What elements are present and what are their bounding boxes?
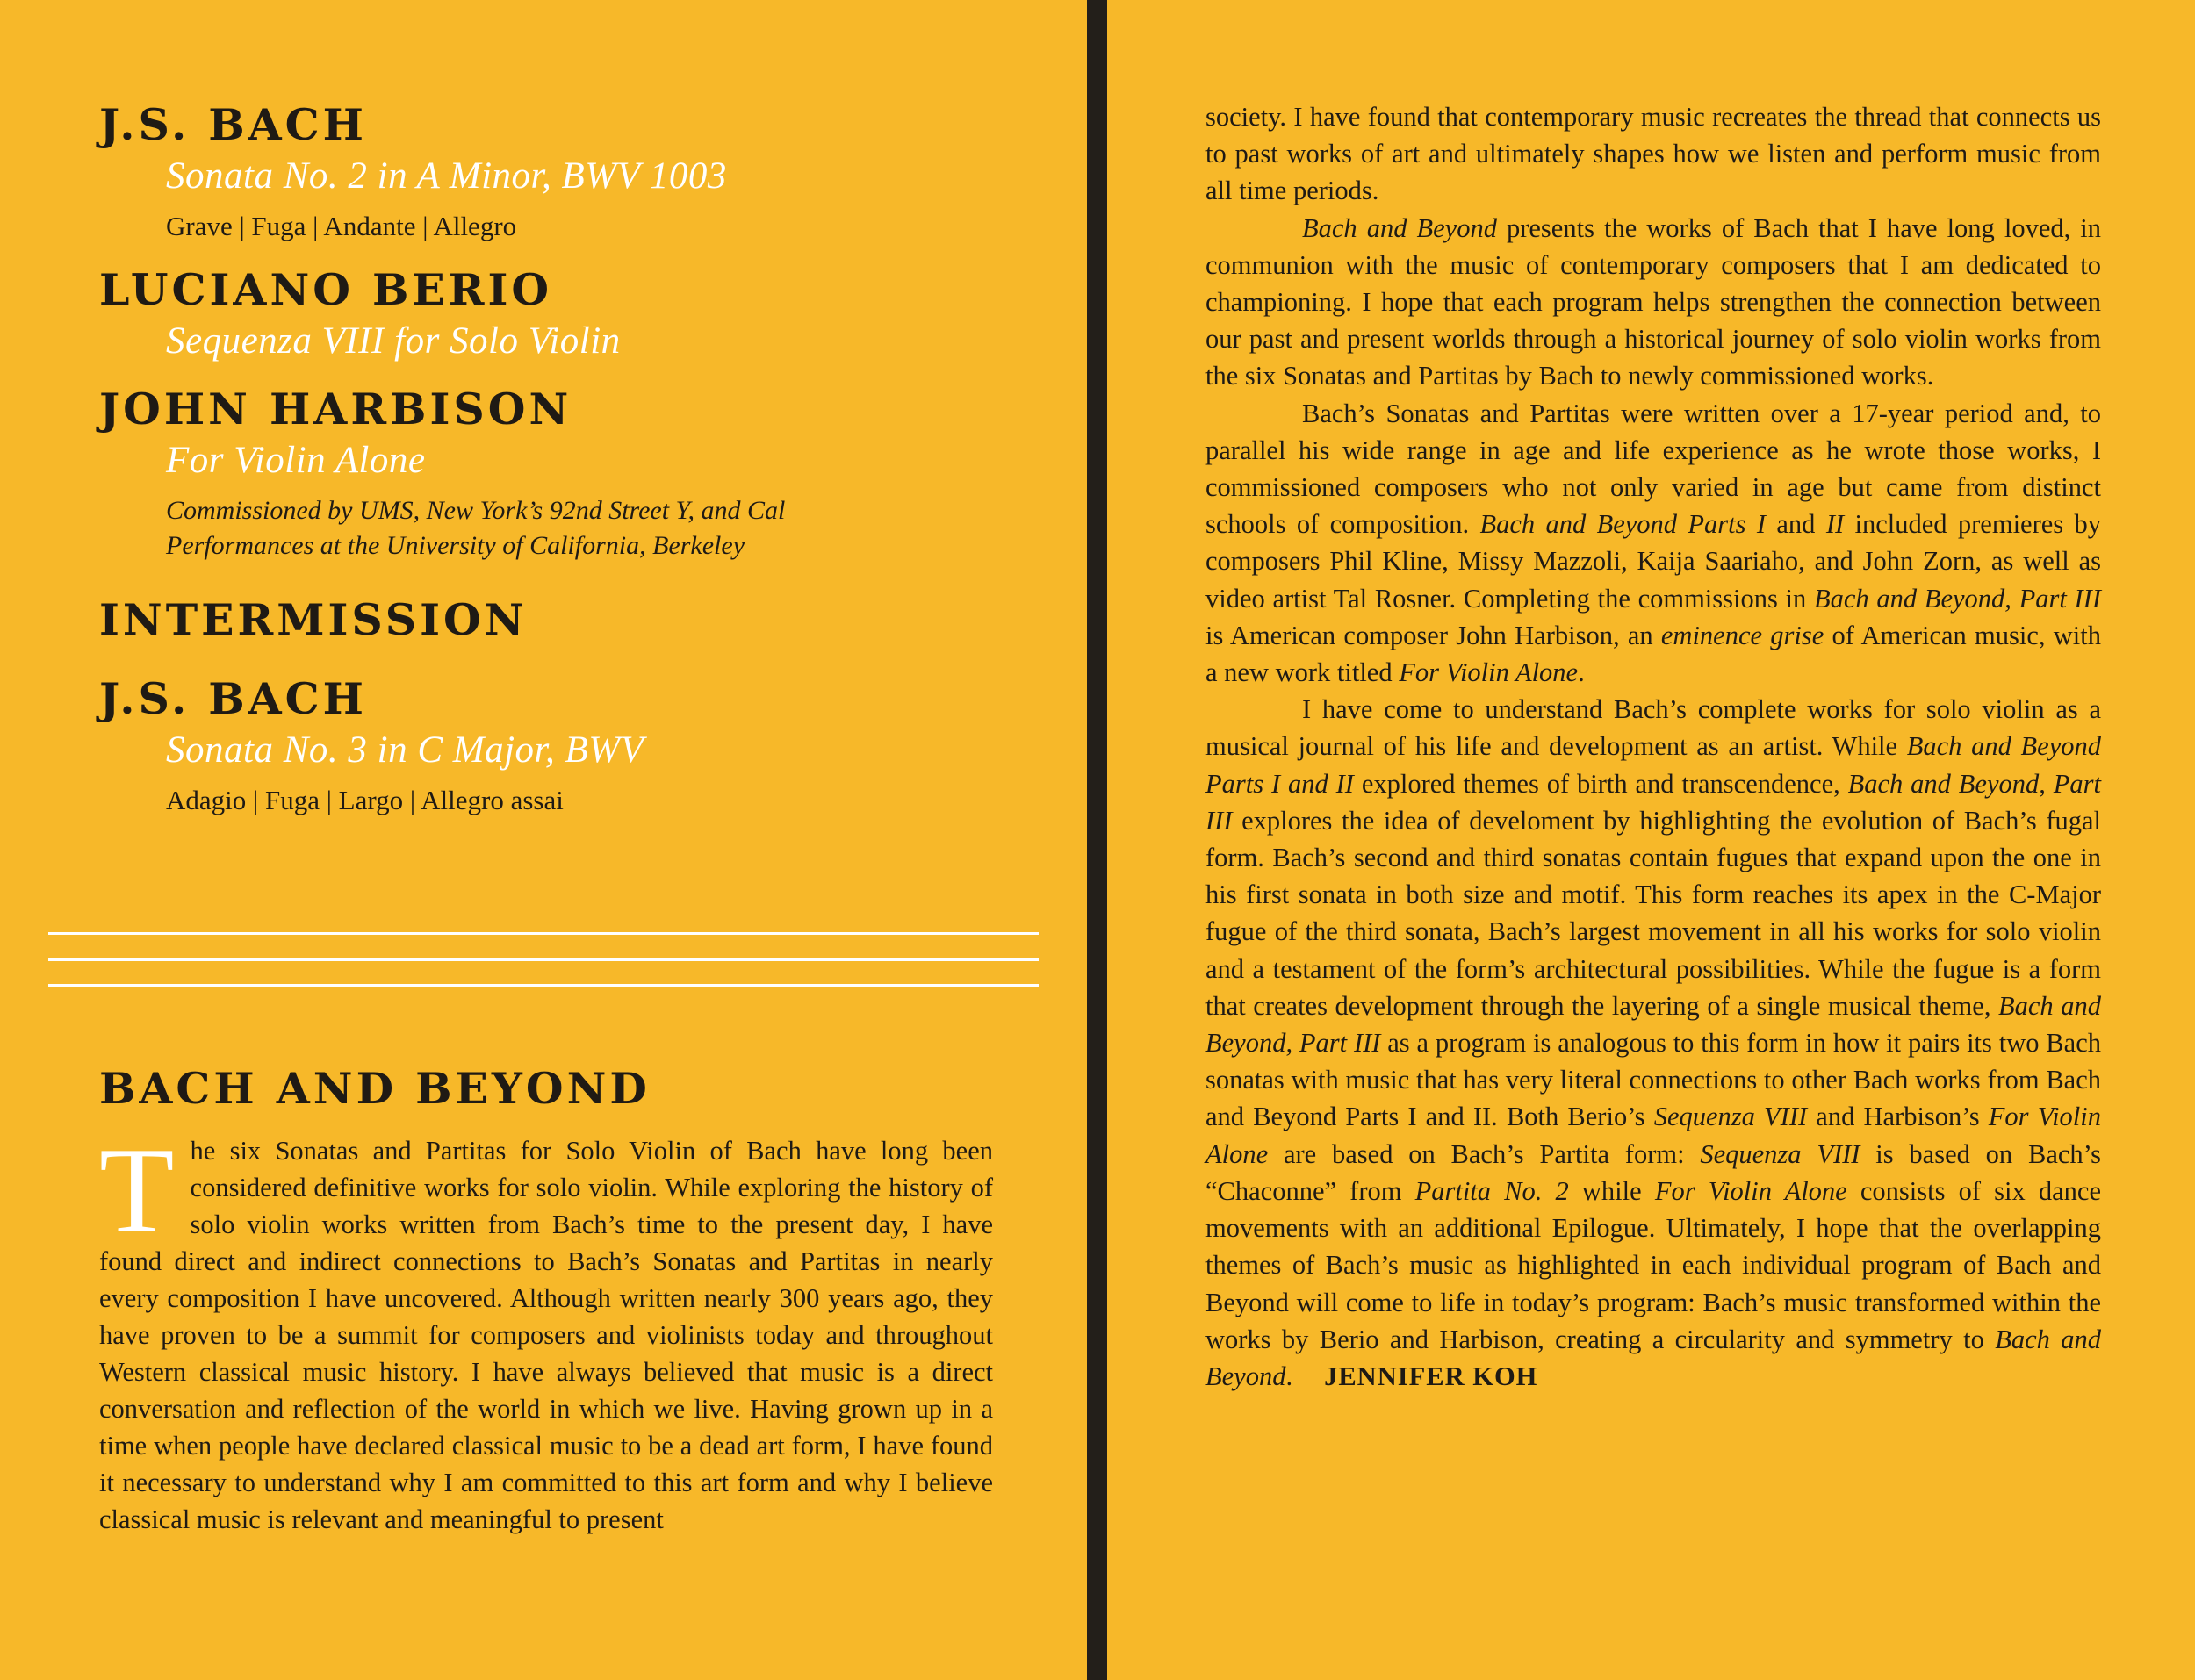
intermission-heading: INTERMISSION — [99, 594, 528, 645]
italic-title: Bach and Beyond, Part III — [1205, 768, 2101, 836]
work-title: Sonata No. 2 in A Minor, BWV 1003 — [166, 155, 727, 197]
movement-list: Adagio | Fuga | Largo | Allegro assai — [166, 785, 564, 815]
divider-line — [48, 932, 1039, 935]
italic-title: For Violin Alone — [1654, 1175, 1847, 1206]
drop-cap: T — [99, 1123, 175, 1259]
italic-title: II — [1825, 509, 1845, 540]
work-title: Sequenza VIII for Solo Violin — [166, 320, 621, 362]
italic-title: Bach and Beyond, Part III — [1813, 583, 2101, 614]
paragraph-text: is based on Bach’s “Chaconne” from — [1205, 1138, 2101, 1206]
italic-title: Bach and Beyond, Part III — [1205, 990, 2101, 1059]
composer-name: J.S. BACH — [99, 673, 367, 724]
italic-title: For Violin Alone — [1399, 657, 1579, 688]
paragraph-text: of American music, with a new work titled — [1205, 620, 2102, 688]
right-page — [1107, 0, 2195, 1680]
paragraph-text: I have come to understand Bach’s complete works for solo violin as a musical journal of his life and development as an artist. While — [1205, 694, 2101, 762]
italic-title: Bach and Beyond Parts I — [1479, 509, 1767, 540]
composer-name: JOHN HARBISON — [99, 384, 572, 434]
page-gutter — [1087, 0, 1107, 1680]
program-listing — [99, 98, 1021, 818]
essay-paragraph — [1205, 210, 2101, 395]
essay-body-left — [99, 1123, 993, 1538]
paragraph-text: explores the idea of develoment by highlighting the evolution of Bach’s fugal form. Bach’s second and third sonatas contain fugues that expand upon the one in his first sonata in both size and motif. This form reaches its apex in the C-Major fugue of the third sonata, Bach’s largest movement in all his works for solo violin and a testament of the form’s architectural possibilities. While the fugue is a form that creates development through the layering of a single musical theme, — [1205, 805, 2101, 1021]
work-title: Sonata No. 3 in C Major, BWV — [166, 729, 644, 771]
paragraph-text: presents the works of Bach that I have long loved, in communion with the music of contemporary composers that I am dedicated to championing. I hope that each program helps strengthen the connection between our past and present worlds through a historical journey of solo violin works from the six Sonatas and Partitas by Bach to newly commissioned works. — [1205, 212, 2101, 391]
essay-paragraph — [1205, 395, 2101, 692]
paragraph-text: explored themes of birth and transcendence, — [1353, 768, 1848, 799]
italic-title: Sequenza VIII — [1653, 1102, 1808, 1132]
italic-title: Partita No. 2 — [1414, 1175, 1569, 1206]
italic-title: Bach and Beyond — [1302, 212, 1497, 243]
composer-name: LUCIANO BERIO — [99, 264, 553, 315]
paragraph-text: consists of six dance movements with an additional Epilogue. Ultimately, I hope that the overlapping themes of Bach’s music as highlighted in each individual program of Bach and Beyond will come to life in today’s program: Bach’s music transformed within the works by Berio and Harbison, creating a circularity and symmetry to — [1205, 1175, 2101, 1354]
composer-name: J.S. BACH — [99, 99, 367, 150]
essay-paragraph — [1205, 691, 2101, 1395]
movement-list: Grave | Fuga | Andante | Allegro — [166, 211, 517, 241]
paragraph-text: . — [1285, 1361, 1293, 1391]
paragraph-text: Bach’s Sonatas and Partitas were written over a 17-year period and, to parallel his wide range in age and life experience as he wrote those works, I commissioned composers who not only varied in age but came from distinct schools of composition. — [1205, 398, 2101, 540]
author-signature: JENNIFER KOH — [1324, 1361, 1538, 1391]
italic-title: Bach and Beyond Parts I and II — [1205, 731, 2102, 799]
essay-title: BACH AND BEYOND — [99, 1063, 651, 1114]
paragraph-text: as a program is analogous to this form in how it pairs its two Bach sonatas with music that has very literal connections to other Bach works from Bach and Beyond Parts I and II. Both Berio’s — [1205, 1028, 2101, 1132]
work-title: For Violin Alone — [166, 440, 426, 481]
paragraph-text: are based on Bach’s Partita form: — [1268, 1138, 1701, 1169]
essay-text: he six Sonatas and Partitas for Solo Violin of Bach have long been considered definitive works for solo violin. While exploring the history of solo violin works written from Bach’s time to the present day, I have found direct and indirect connections to Bach’s Sonatas and Partitas in nearly every composition I have uncovered. Although written nearly 300 years ago, they have proven to be a summit for composers and violinists today and throughout Western classical music history. I have always believed that music is a direct conversation and reflection of the world in which we live. Having grown up in a time when people have declared classical music to be a dead art form, I have found it necessary to understand why I am committed to this art form and why I believe classical music is relevant and meaningful to present — [99, 1136, 993, 1534]
paragraph-text: while — [1568, 1175, 1655, 1206]
italic-title: Bach and Beyond — [1205, 1324, 2101, 1391]
divider-line — [48, 984, 1039, 987]
italic-title: For Violin Alone — [1205, 1102, 2101, 1169]
paragraph-text: and Harbison’s — [1807, 1102, 1989, 1132]
paragraph-text: included premieres by composers Phil Kline, Missy Mazzoli, Kaija Saariaho, and John Zorn, as well as video artist Tal Rosner. Completing the commissions in — [1205, 509, 2102, 614]
essay-body-right — [1205, 98, 2101, 1395]
commission-note: Commissioned by UMS, New York’s 92nd Street Y, and Cal Performances at the University of California, Berkeley — [166, 496, 786, 560]
italic-phrase: eminence grise — [1660, 620, 1824, 650]
divider-line — [48, 958, 1039, 961]
essay-paragraph: society. I have found that contemporary music recreates the thread that connects us to past works of art and ultimately shapes how we listen and perform music from all time periods. — [1205, 102, 2101, 206]
left-page — [0, 0, 1087, 1680]
paragraph-text: . — [1578, 657, 1585, 688]
italic-title: Sequenza VIII — [1700, 1138, 1860, 1169]
paragraph-text: is American composer John Harbison, an — [1205, 620, 1661, 650]
paragraph-text: and — [1766, 509, 1826, 540]
